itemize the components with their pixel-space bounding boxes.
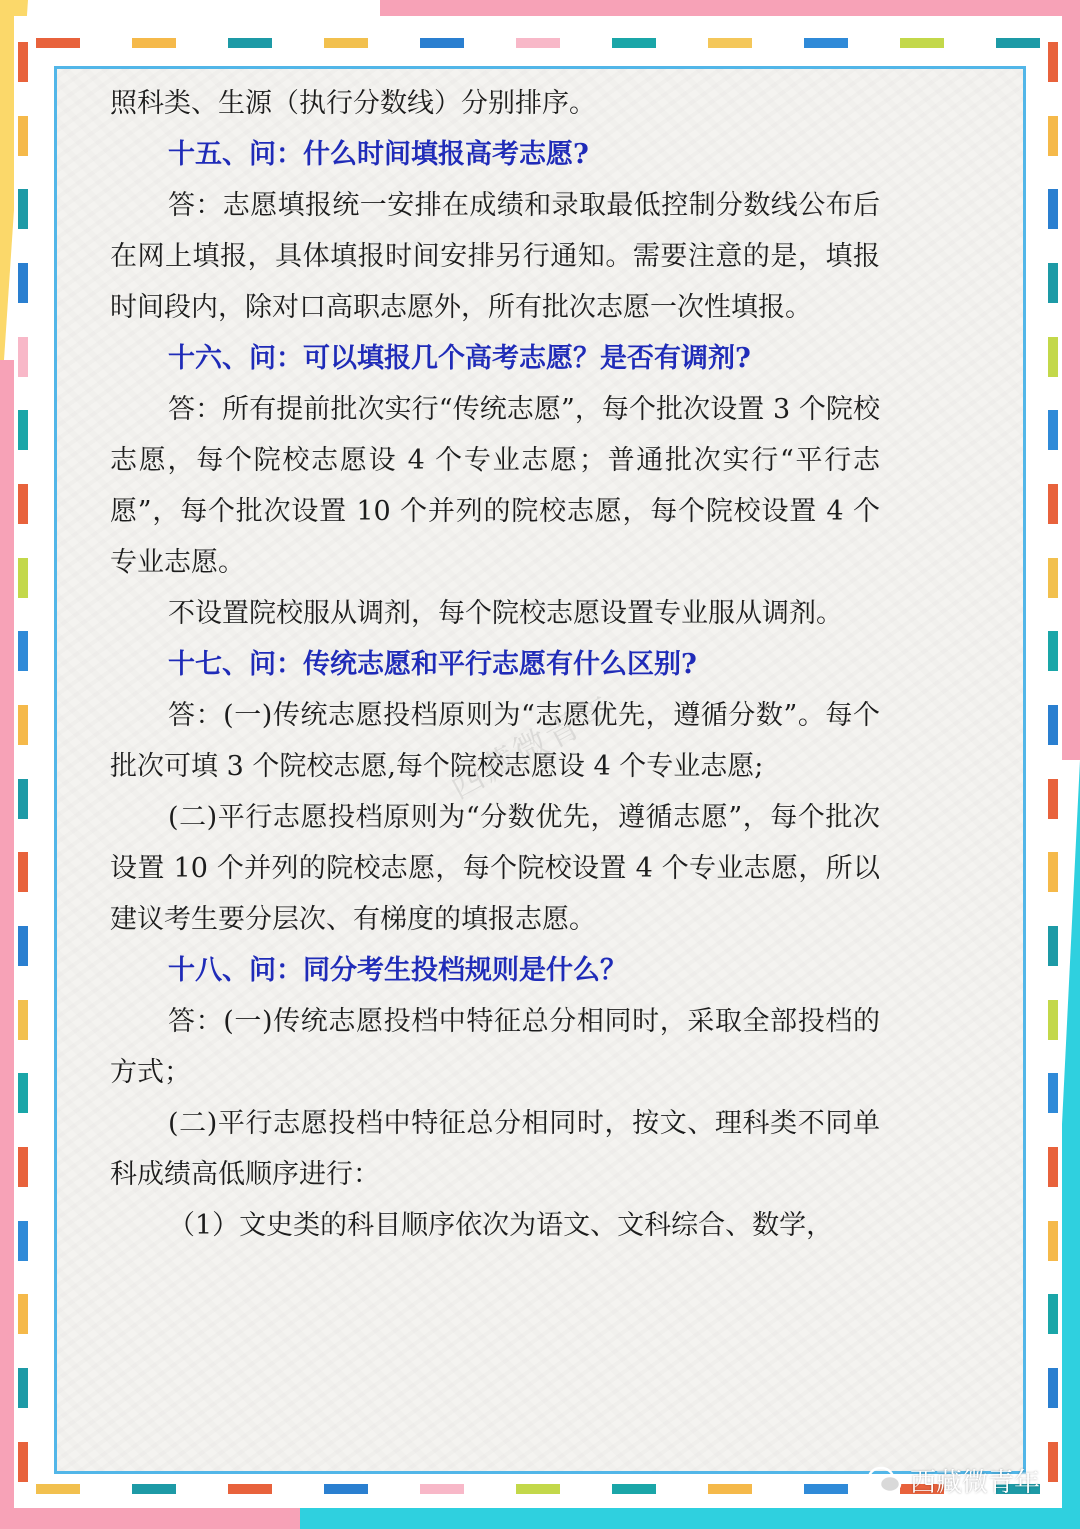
answer-paragraph: 照科类、生源（执行分数线）分别排序。 — [110, 88, 596, 119]
question-heading: 十五、问：什么时间填报高考志愿? — [168, 139, 589, 170]
dash-border-right — [1048, 42, 1058, 1482]
answer-paragraph: 答：所有提前批次实行“传统志愿”，每个批次设置 3 个院校志愿，每个院校志愿设 4 个专业志愿；普通批次实行“平行志愿”，每个批次设置 10 个并列的院校志愿，每个院校设置 4 个专业志愿。 — [110, 394, 880, 578]
answer-paragraph: 不设置院校服从调剂，每个院校志愿设置专业服从调剂。 — [168, 598, 843, 629]
account-name: 西藏微青年 — [909, 1468, 1040, 1498]
watermark: 西藏微青年 — [442, 687, 621, 808]
answer-paragraph: （1）文史类的科目顺序依次为语文、文科综合、数学， — [168, 1210, 834, 1241]
answer-paragraph: (二)平行志愿投档原则为“分数优先，遵循志愿”，每个批次设置 10 个并列的院校志愿，每个院校设置 4 个专业志愿，所以建议考生要分层次、有梯度的填报志愿。 — [110, 802, 880, 935]
answer-paragraph: (二)平行志愿投档中特征总分相同时，按文、理科类不同单科成绩高低顺序进行： — [110, 1108, 880, 1190]
question-heading: 十八、问：同分考生投档规则是什么？ — [168, 955, 627, 986]
question-heading: 十七、问：传统志愿和平行志愿有什么区别? — [168, 649, 697, 680]
dash-border-top — [36, 38, 1040, 48]
wechat-account-logo — [868, 1462, 1040, 1499]
article-body — [110, 78, 880, 1251]
wechat-icon — [868, 1466, 902, 1496]
answer-paragraph: 答：(一)传统志愿投档中特征总分相同时，采取全部投档的方式； — [110, 1006, 880, 1088]
question-heading: 十六、问：可以填报几个高考志愿？是否有调剂? — [168, 343, 751, 374]
answer-paragraph: 答：(一)传统志愿投档原则为“志愿优先，遵循分数”。每个批次可填 3 个院校志愿,每个院校志愿设 4 个专业志愿; — [110, 700, 880, 782]
answer-paragraph: 答：志愿填报统一安排在成绩和录取最低控制分数线公布后在网上填报，具体填报时间安排另行通知。需要注意的是，填报时间段内，除对口高职志愿外，所有批次志愿一次性填报。 — [110, 190, 880, 323]
dash-border-left — [18, 42, 28, 1482]
